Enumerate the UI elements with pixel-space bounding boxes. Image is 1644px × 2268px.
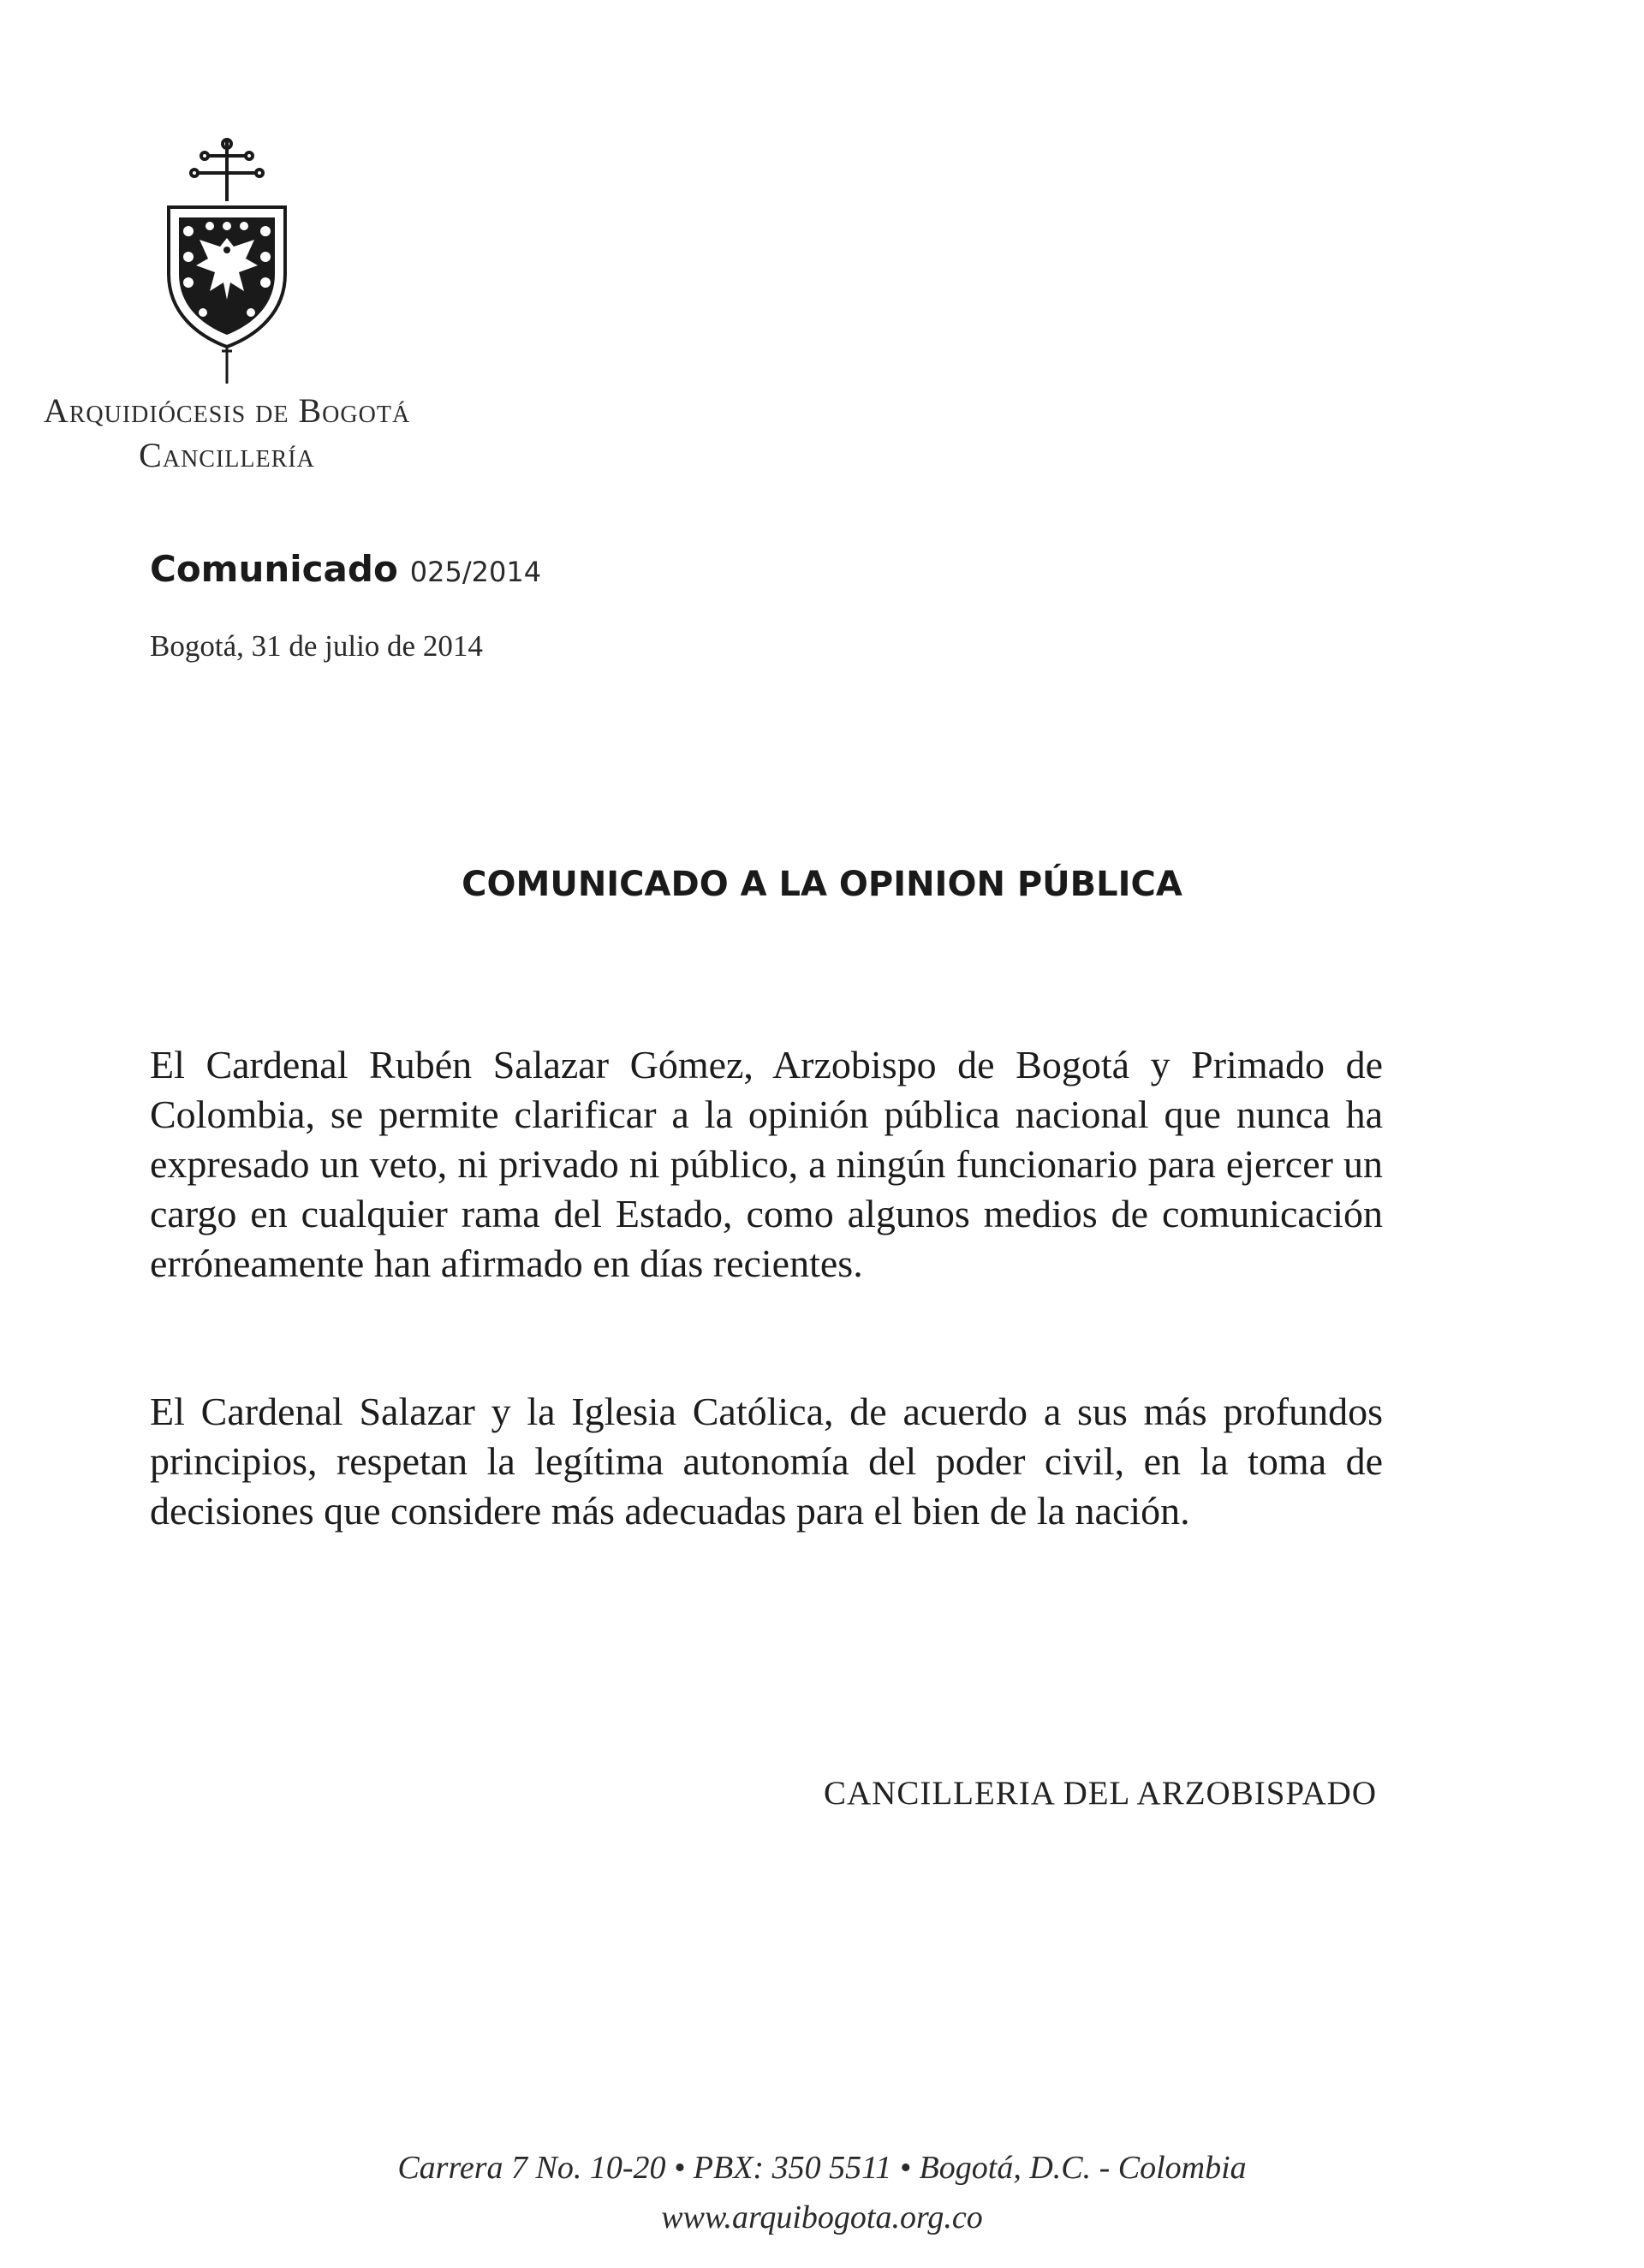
signature-block: CANCILLERIA DEL ARZOBISPADO (824, 1775, 1377, 1812)
body-paragraph-2: El Cardenal Salazar y la Iglesia Católica, de acuerdo a sus más profundos principios, respetan la legítima autonomía del poder civil, en la toma de decisiones que considere más adecuadas para el bien de la nación. (150, 1390, 1383, 1533)
footer-address: Carrera 7 No. 10-20 • PBX: 350 5511 • Bogotá, D.C. - Colombia (397, 2150, 1247, 2186)
document-title: COMUNICADO A LA OPINION PÚBLICA (462, 865, 1182, 904)
communique-date: Bogotá, 31 de julio de 2014 (150, 629, 483, 663)
body-paragraph-1: El Cardenal Rubén Salazar Gómez, Arzobispo de Bogotá y Primado de Colombia, se permite clarificar a la opinión pública nacional que nunca ha expresado un veto, ni privado ni público, a ningún funcionario para ejercer un cargo en cualquier rama del Estado, como algunos medios de comunicación erróneamente han afirmado en días recientes. (150, 1043, 1383, 1285)
footer-website: www.arquibogota.org.co (661, 2200, 983, 2235)
communique-number-line (150, 548, 541, 590)
communique-label: Comunicado (150, 548, 398, 590)
archdiocese-coat-of-arms-icon (150, 137, 304, 385)
organization-name: Arquidiócesis de Bogotá (43, 391, 411, 430)
communique-number: 025/2014 (409, 556, 542, 588)
office-name: Cancillería (139, 436, 315, 474)
